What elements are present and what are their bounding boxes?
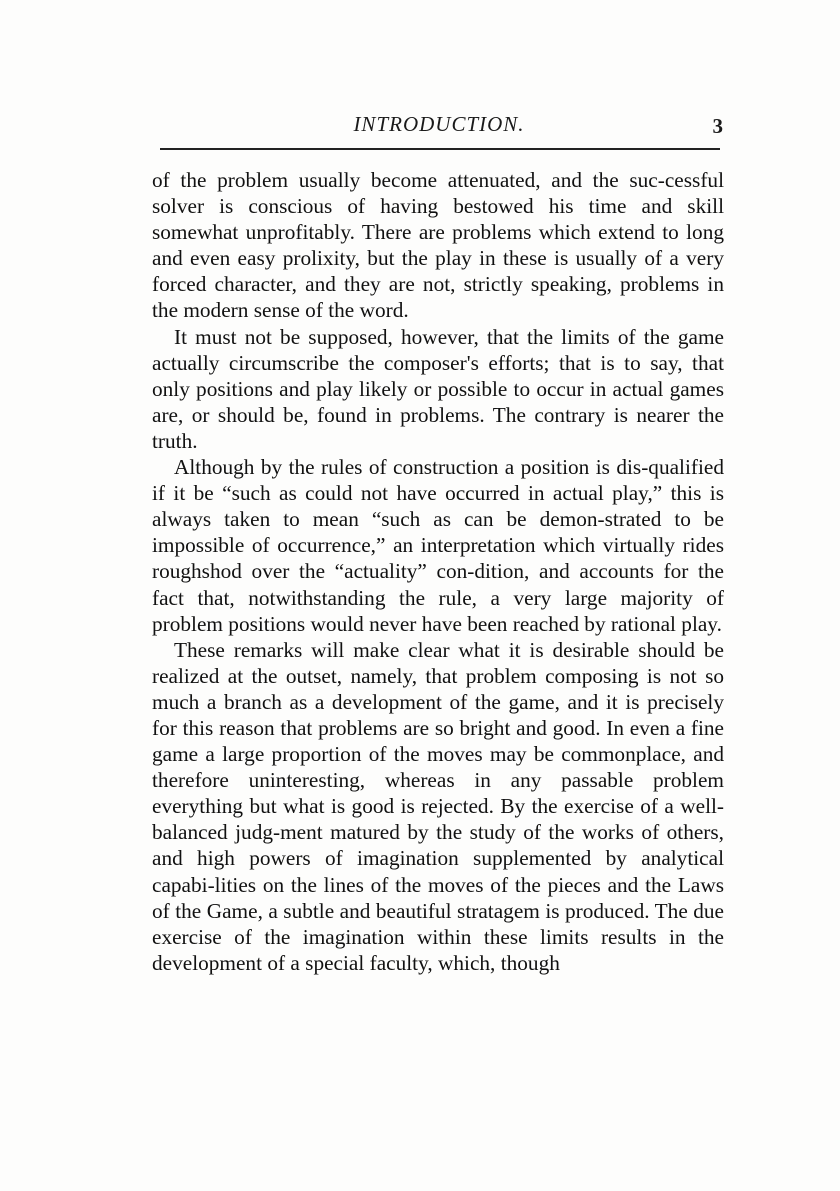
body-text: [152, 167, 724, 976]
running-head: [155, 112, 723, 146]
paragraph-3: Although by the rules of construction a position is dis-qualified if it be “such as could not have occurred in actual play,” this is always taken to mean “such as can be demon-strated to be impossible of occurrence,” an interpretation which virtually rides roughshod over the “actuality” con-dition, and accounts for the fact that, notwithstanding the rule, a very large majority of problem positions would never have been reached by rational play.: [152, 455, 724, 636]
paragraph-2: It must not be supposed, however, that the limits of the game actually circumscribe the composer's efforts; that is to say, that only positions and play likely or possible to occur in actual games are, or should be, found in problems. The contrary is nearer the truth.: [152, 324, 724, 453]
paragraph-1: of the problem usually become attenuated, and the suc-cessful solver is conscious of having bestowed his time and skill somewhat unprofitably. There are problems which extend to long and even easy prolixity, but the play in these is usually of a very forced character, and they are not, strictly speaking, problems in the modern sense of the word.: [152, 168, 724, 323]
header-rule: [160, 148, 720, 150]
paragraph-4: These remarks will make clear what it is desirable should be realized at the outset, namely, that problem composing is not so much a branch as a development of the game, and it is precisely for this reason that problems are so bright and good. In even a fine game a large proportion of the moves may be commonplace, and therefore uninteresting, whereas in any passable problem everything but what is good is rejected. By the exercise of a well-balanced judg-ment matured by the study of the works of others, and high powers of imagination supplemented by analytical capabi-lities on the lines of the moves of the pieces and the Laws of the Game, a subtle and beautiful stratagem is produced. The due exercise of the imagination within these limits results in the development of a special faculty, which, though: [152, 637, 724, 975]
chapter-title: INTRODUCTION.: [353, 112, 525, 136]
page-number: 3: [712, 114, 723, 138]
